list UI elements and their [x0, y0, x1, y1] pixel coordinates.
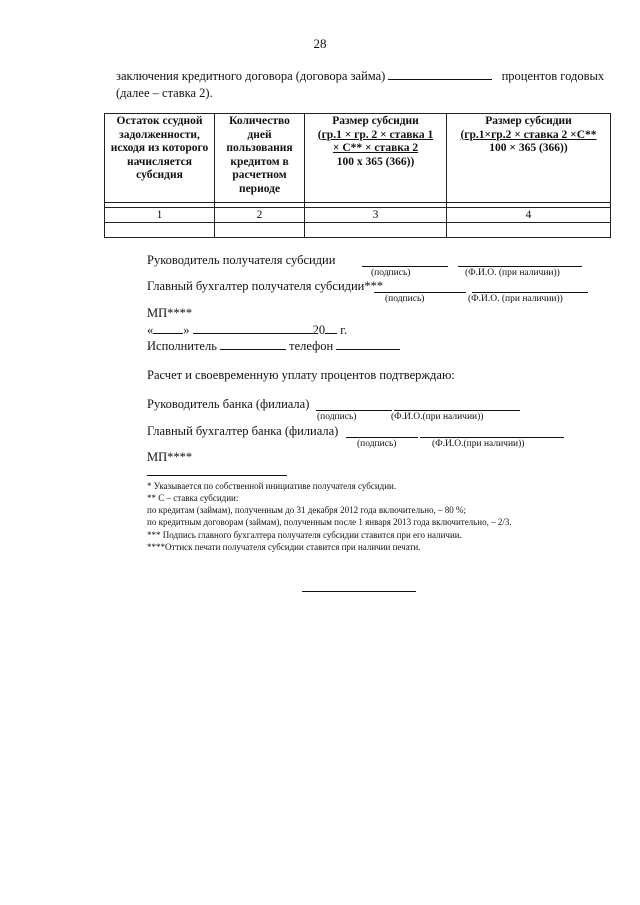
- intro-line-2: (далее – ставка 2).: [116, 86, 213, 100]
- signature-caption: (подпись): [371, 268, 411, 278]
- bank-head-label: Руководитель банка (филиала): [147, 397, 310, 411]
- month-blank: [193, 322, 313, 334]
- header-subsidy-title-1: Размер субсидии: [332, 115, 419, 127]
- table-column-numbers-row: [105, 208, 611, 223]
- signature-caption: (подпись): [385, 294, 425, 304]
- table-header-row: [105, 114, 611, 203]
- signature-line: [316, 410, 392, 411]
- name-line: [394, 410, 520, 411]
- name-caption: (Ф.И.О. (при наличии)): [465, 268, 560, 278]
- seal-placeholder: МП****: [147, 306, 193, 320]
- header-subsidy-title-2: Размер субсидии: [485, 115, 572, 127]
- name-caption: (Ф.И.О.(при наличии)): [432, 439, 525, 449]
- name-caption: (Ф.И.О. (при наличии)): [468, 294, 563, 304]
- intro-text-start: заключения кредитного договора (договора займа): [116, 69, 386, 83]
- intro-line-1: [116, 68, 605, 85]
- footnote: ****Оттиск печати получателя субсидии ставится при наличии печати.: [147, 542, 421, 552]
- footnote: *** Подпись главного бухгалтера получателя субсидии ставится при его наличии.: [147, 530, 462, 540]
- signature-line: [346, 437, 418, 438]
- year-blank: [325, 322, 337, 334]
- footnote: по кредитам (займам), полученным до 31 декабря 2012 года включительно, – 80 %;: [147, 505, 467, 515]
- footnote: по кредитным договорам (займам), полученным после 1 января 2013 года включительно, – 2/3.: [147, 517, 512, 527]
- formula-2-line-1: (гр.1×гр.2 × ставка 2 ×С**: [460, 128, 597, 141]
- phone-label: телефон: [289, 339, 334, 353]
- formula-1-line-3: 100 х 365 (366)): [336, 155, 415, 168]
- footnote: * Указывается по собственной инициативе получателя субсидии.: [147, 481, 397, 491]
- date-quote-open: «: [147, 323, 154, 337]
- name-line: [472, 292, 588, 293]
- header-subsidy-amount-1: [305, 114, 447, 203]
- subsidy-table: [104, 113, 611, 238]
- formula-1-line-1: (гр.1 × гр. 2 × ставка 1: [317, 128, 434, 141]
- rate-blank: [388, 68, 492, 80]
- date-line: [147, 322, 347, 338]
- formula-1-line-2: × С** × ставка 2: [332, 142, 419, 154]
- column-number: 3: [305, 208, 447, 223]
- name-caption: (Ф.И.О.(при наличии)): [391, 412, 484, 422]
- intro-text-end: процентов годовых: [501, 69, 605, 83]
- executor-blank: [220, 338, 286, 350]
- year-suffix: г.: [340, 323, 348, 337]
- signature-caption: (подпись): [357, 439, 397, 449]
- name-line: [420, 437, 564, 438]
- table-cell: [215, 223, 305, 238]
- head-recipient-label: Руководитель получателя субсидии: [147, 253, 336, 267]
- date-quote-close: »: [183, 323, 190, 337]
- table-cell: [305, 223, 447, 238]
- phone-blank: [336, 338, 400, 350]
- seal-placeholder-bank: МП****: [147, 450, 193, 464]
- table-row: [105, 223, 611, 238]
- footnote-separator: [147, 475, 287, 476]
- column-number: 1: [105, 208, 215, 223]
- page-number: 28: [313, 36, 327, 51]
- chief-accountant-label: Главный бухгалтер получателя субсидии***: [147, 279, 384, 293]
- formula-2-line-2: 100 × 365 (366)): [489, 142, 568, 154]
- header-days-count: Количество дней пользования кредитом в расчетном периоде: [215, 114, 305, 203]
- signature-caption: (подпись): [317, 412, 357, 422]
- header-loan-balance: Остаток ссудной задолженности, исходя из которого начисляется субсидия: [105, 114, 215, 203]
- executor-line: [147, 338, 400, 354]
- year-prefix: 20: [312, 323, 326, 337]
- end-of-document-line: [302, 591, 416, 592]
- table-cell: [105, 223, 215, 238]
- signature-line: [362, 266, 448, 267]
- column-number: 2: [215, 208, 305, 223]
- signature-line: [374, 292, 466, 293]
- confirmation-text: Расчет и своевременную уплату процентов подтверждаю:: [147, 368, 455, 382]
- column-number: 4: [447, 208, 611, 223]
- table-cell: [447, 223, 611, 238]
- bank-chief-accountant-label: Главный бухгалтер банка (филиала): [147, 424, 339, 438]
- executor-label: Исполнитель: [147, 339, 217, 353]
- name-line: [458, 266, 582, 267]
- footnote: ** С – ставка субсидии:: [147, 493, 239, 503]
- header-subsidy-amount-2: [447, 114, 611, 203]
- day-blank: [153, 322, 183, 334]
